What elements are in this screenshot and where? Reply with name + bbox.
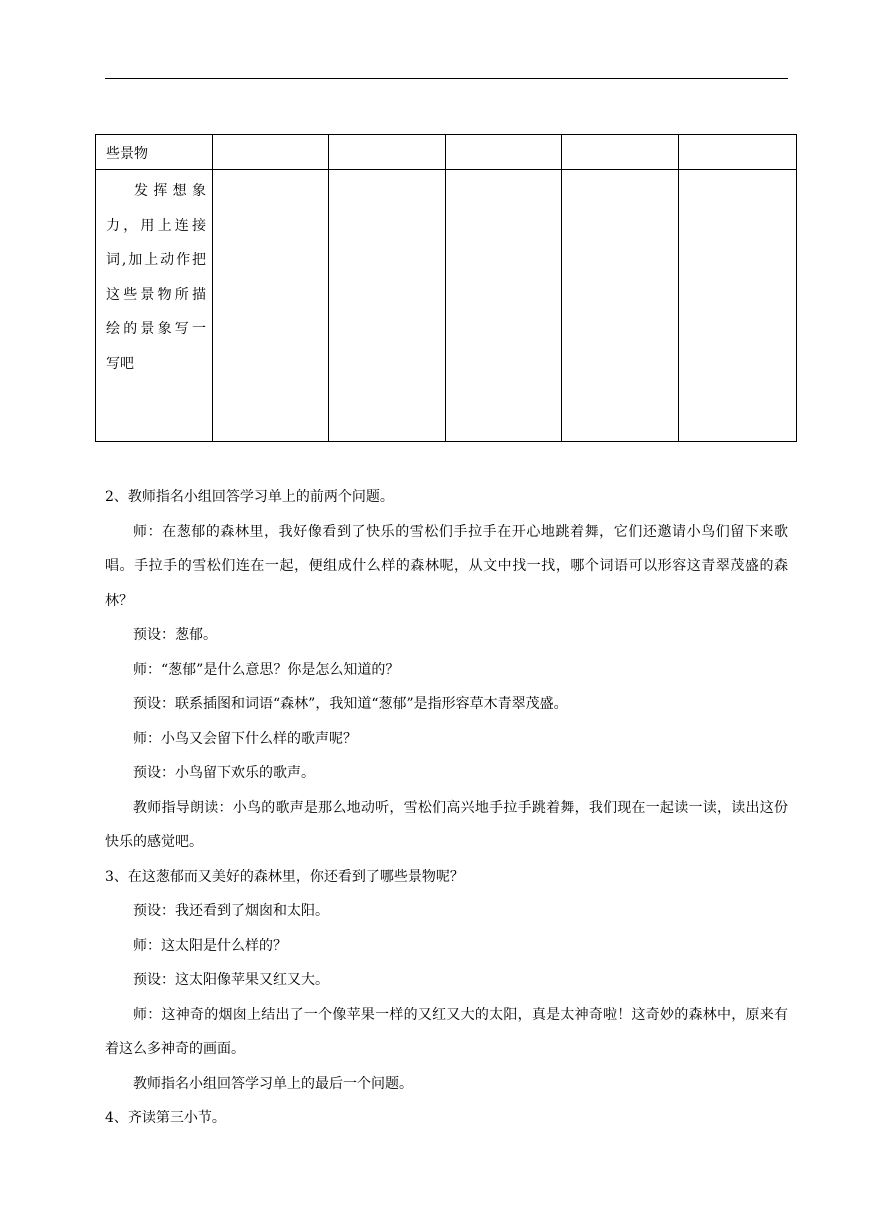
paragraph: 预设：小鸟留下欢乐的歌声。	[133, 765, 315, 781]
table-cell-empty	[446, 170, 562, 442]
paragraph: 师：这太阳是什么样的？	[133, 937, 287, 954]
paragraph: 师：“葱郁”是什么意思？你是怎么知道的？	[133, 661, 400, 678]
instruction-text: 发挥想象 力，用上连接 词,加上动作把 这些景物所描 绘的景象写一 写吧	[106, 183, 206, 372]
paragraph: 预设：葱郁。	[133, 627, 217, 643]
paragraph: 教师指导朗读：小鸟的歌声是那么地动听，雪松们高兴地手拉手跳着舞，我们现在一起读一读，读出这份快乐的感觉吧。	[105, 799, 788, 850]
table-row	[96, 170, 797, 442]
table-cell-empty	[562, 135, 679, 170]
table-cell-empty	[679, 170, 797, 442]
table-cell-empty	[213, 170, 329, 442]
table-cell-empty	[213, 135, 329, 170]
paragraph: 预设：联系插图和词语“森林”，我知道“葱郁”是指形容草木青翠茂盛。	[133, 696, 568, 712]
table-cell-empty	[329, 170, 446, 442]
table-cell-empty	[329, 135, 446, 170]
paragraph: 预设：我还看到了烟囱和太阳。	[133, 903, 329, 919]
paragraph: 师：小鸟又会留下什么样的歌声呢？	[133, 730, 357, 747]
table-cell-empty	[679, 135, 797, 170]
paragraph: 师：这神奇的烟囱上结出了一个像苹果一样的又红又大的太阳，真是太神奇啦！这奇妙的森林中，原来有着这么多神奇的画面。	[105, 1006, 788, 1057]
step-heading: 3、在这葱郁而又美好的森林里，你还看到了哪些景物呢？	[105, 868, 464, 885]
paragraph: 师：在葱郁的森林里，我好像看到了快乐的雪松们手拉手在开心地跳着舞，它们还邀请小鸟们留下来歌唱。手拉手的雪松们连在一起，便组成什么样的森林呢，从文中找一找，哪个词语可以形容这青翠茂盛的森林？	[105, 523, 788, 609]
table-cell-empty	[562, 170, 679, 442]
paragraph: 教师指名小组回答学习单上的最后一个问题。	[133, 1075, 413, 1092]
header-rule	[105, 78, 788, 79]
table-cell-empty	[446, 135, 562, 170]
step-heading: 2、教师指名小组回答学习单上的前两个问题。	[105, 489, 394, 505]
paragraph: 预设：这太阳像苹果又红又大。	[133, 972, 329, 988]
table-cell-label: 些景物	[96, 135, 213, 170]
table-cell-instruction	[96, 170, 213, 442]
table-row	[96, 135, 797, 170]
step-heading: 4、齐读第三小节。	[105, 1110, 226, 1126]
lesson-content	[105, 480, 788, 1136]
worksheet-table	[95, 134, 797, 442]
